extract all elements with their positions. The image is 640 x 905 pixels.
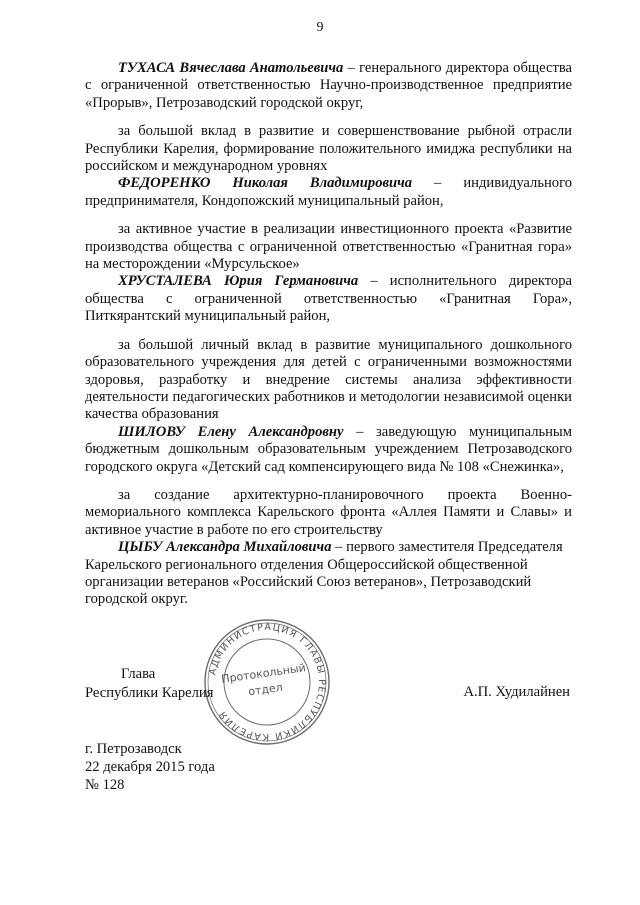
signatory-title-line2: Республики Карелия: [85, 685, 214, 701]
merit-3: за большой личный вклад в развитие муниципального дошкольного образовательного учреждения для детей с ограниченными возможностями здоровья, разработку и внедрение системы анализа эффективности деятельности педагогических работников и методологии независимой оценки качества образования: [85, 336, 572, 423]
nominee-name: ХРУСТАЛЕВА Юрия Германовича: [118, 273, 359, 290]
nominee-2: [85, 175, 572, 210]
nominee-name: ЦЫБУ Александра Михайловича: [118, 539, 332, 556]
merit-1: за большой вклад в развитие и совершенствование рыбной отрасли Республики Карелия, формирование положительного имиджа республики на российском и международном уровнях: [85, 123, 572, 175]
nominee-position: – заведующую муниципальным бюджетным дошкольным образовательным учреждением Петрозаводского городского округа «Детский сад компенсирующего вида № 108 «Снежинка»,: [85, 423, 572, 475]
nominee-name: ФЕДОРЕНКО Николая Владимировича: [118, 175, 413, 192]
stamp-inner-line2: отдел: [247, 680, 284, 699]
official-stamp: [202, 617, 332, 747]
signatory-title: [85, 665, 213, 703]
stamp-outer-text: АДМИНИСТРАЦИЯ ГЛАВЫ РЕСПУБЛИКИ КАРЕЛИЯ: [207, 621, 328, 743]
signatory-title-line1: Глава: [121, 666, 156, 682]
footer-city: г. Петрозаводск: [85, 741, 182, 757]
document-footer: [85, 740, 215, 794]
stamp-inner-line1: Протокольный: [220, 661, 307, 686]
merit-4: за создание архитектурно-планировочного проекта Военно-мемориального комплекса Карельского фронта «Аллея Памяти и Славы» и активное участие в работе по его строительству: [85, 486, 572, 538]
footer-number: № 128: [85, 777, 125, 793]
nominee-name: ШИЛОВУ Елену Александровну: [118, 423, 344, 440]
nominee-position: – генерального директора общества с ограниченной ответственностью Научно-производственное предприятие «Прорыв», Петрозаводский городской округ,: [85, 60, 572, 111]
merit-2: за активное участие в реализации инвестиционного проекта «Развитие производства общества с ограниченной ответственностью «Гранитная гора» на месторождении «Мурсульское»: [85, 221, 572, 273]
nominee-position: – первого заместителя Председателя Карельского регионального отделения Общероссийской общественной организации ветеранов «Российский Союз ветеранов», Петрозаводский городской округ.: [85, 539, 563, 608]
nominee-position: – индивидуального предпринимателя, Кондопожский муниципальный район,: [85, 175, 573, 209]
signatory-name: А.П. Худилайнен: [463, 684, 570, 700]
page-number: 9: [316, 20, 324, 35]
nominee-5: [85, 539, 572, 609]
decree-body: [85, 60, 572, 609]
nominee-4: [85, 424, 572, 476]
nominee-position: – исполнительного директора общества с ограниченной ответственностью «Гранитная Гора», Питкярантский муниципальный район,: [85, 273, 572, 325]
footer-date: 22 декабря 2015 года: [85, 759, 215, 775]
nominee-1: [85, 60, 572, 112]
nominee-3: [85, 273, 572, 325]
nominee-name: ТУХАСА Вячеслава Анатольевича: [118, 60, 344, 76]
